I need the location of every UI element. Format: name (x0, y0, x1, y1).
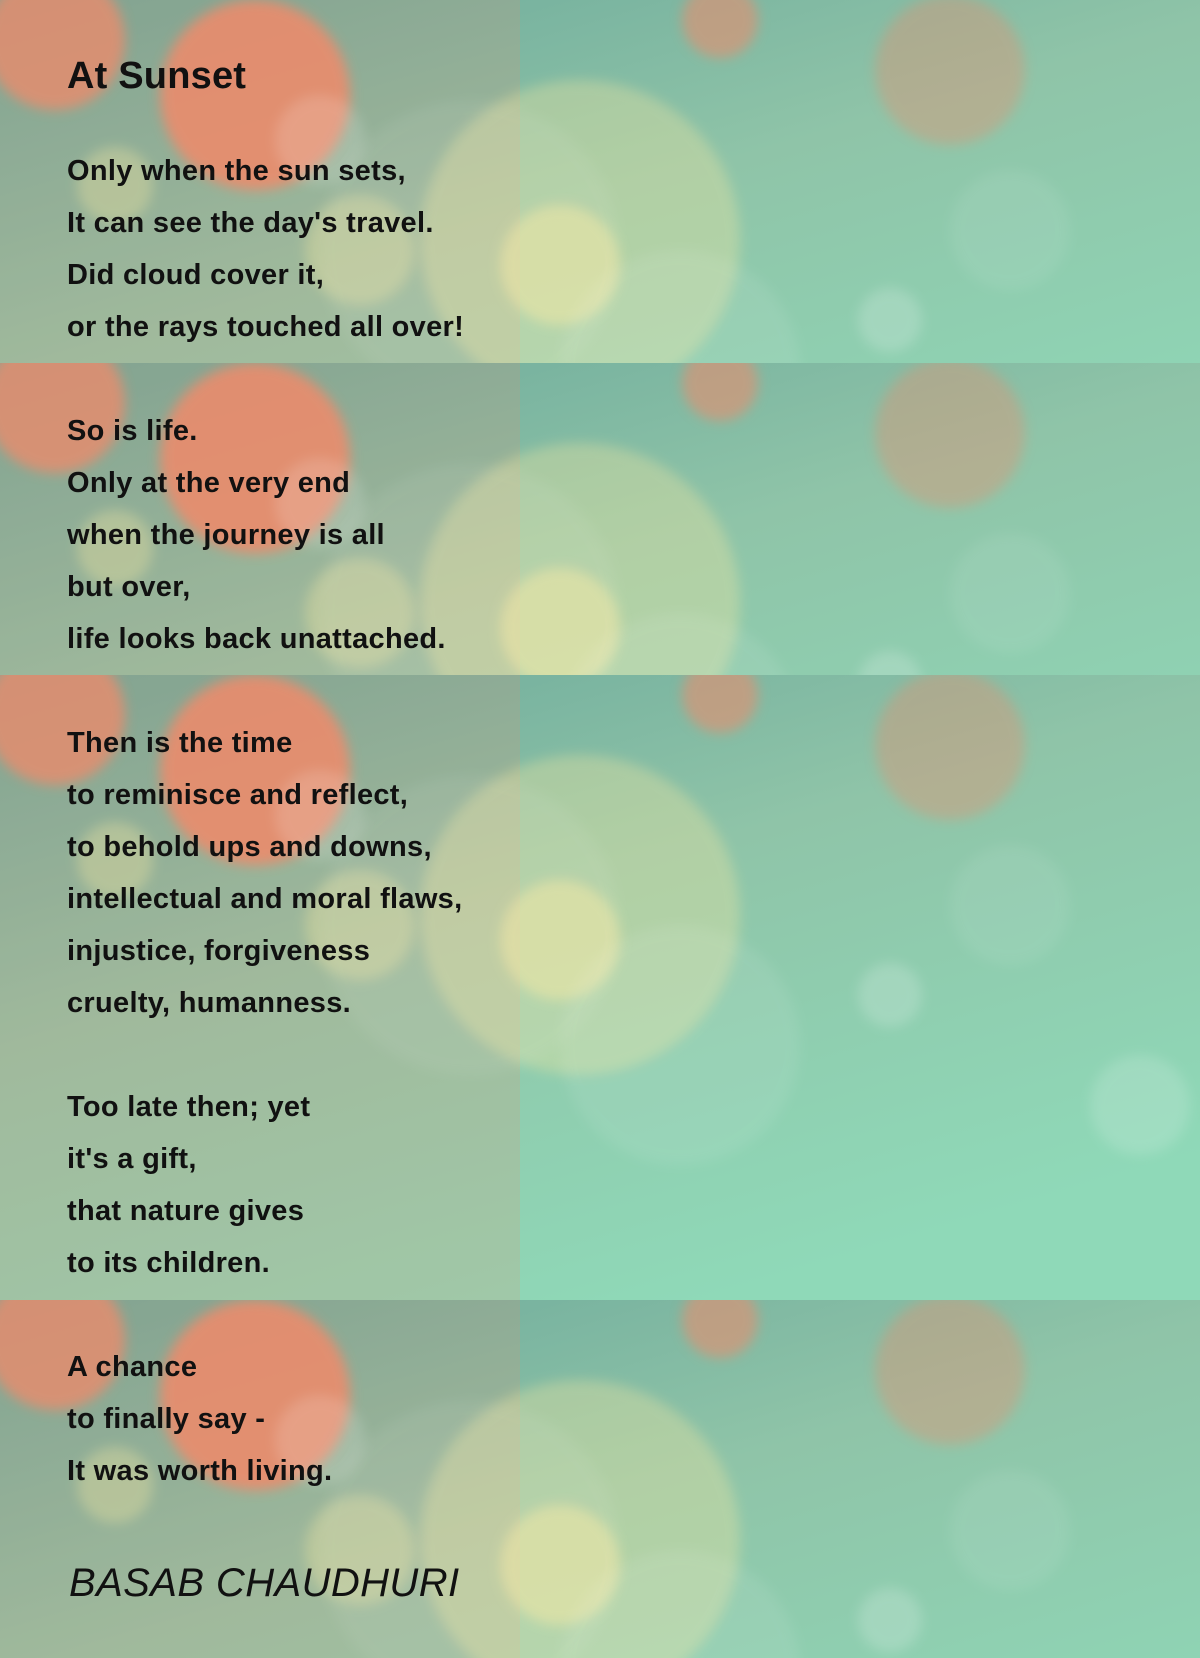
poem-line: when the journey is all (67, 519, 385, 551)
poem-line: A chance (67, 1351, 198, 1383)
poem-line: to behold ups and downs, (67, 831, 432, 863)
poem-line: It was worth living. (67, 1455, 333, 1487)
poem-title: At Sunset (67, 55, 247, 97)
poem-author: BASAB CHAUDHURI (69, 1561, 460, 1605)
poem (67, 50, 1127, 1549)
poem-line: or the rays touched all over! (67, 311, 465, 343)
poem-line: It can see the day's travel. (67, 207, 434, 239)
poem-line: Too late then; yet (67, 1091, 311, 1123)
poem-line: Only when the sun sets, (67, 155, 406, 187)
stanza-2 (67, 405, 1127, 665)
stanza-1 (67, 145, 1127, 353)
poem-line: Did cloud cover it, (67, 259, 325, 291)
poem-line: intellectual and moral flaws, (67, 883, 463, 915)
poem-line: Only at the very end (67, 467, 351, 499)
poem-line: to finally say - (67, 1403, 266, 1435)
stanza-4 (67, 1081, 1127, 1289)
poem-line: that nature gives (67, 1195, 305, 1227)
poem-line: injustice, forgiveness (67, 935, 371, 967)
poem-line: So is life. (67, 415, 198, 447)
poem-line: to its children. (67, 1247, 270, 1279)
poem-line: life looks back unattached. (67, 623, 446, 655)
stanza-5 (67, 1341, 1127, 1497)
poem-line: to reminisce and reflect, (67, 779, 409, 811)
poem-line: cruelty, humanness. (67, 987, 351, 1019)
poem-line: but over, (67, 571, 191, 603)
poem-line: it's a gift, (67, 1143, 197, 1175)
stanza-3 (67, 717, 1127, 1029)
bokeh-circle (858, 1588, 922, 1652)
poem-line: Then is the time (67, 727, 293, 759)
